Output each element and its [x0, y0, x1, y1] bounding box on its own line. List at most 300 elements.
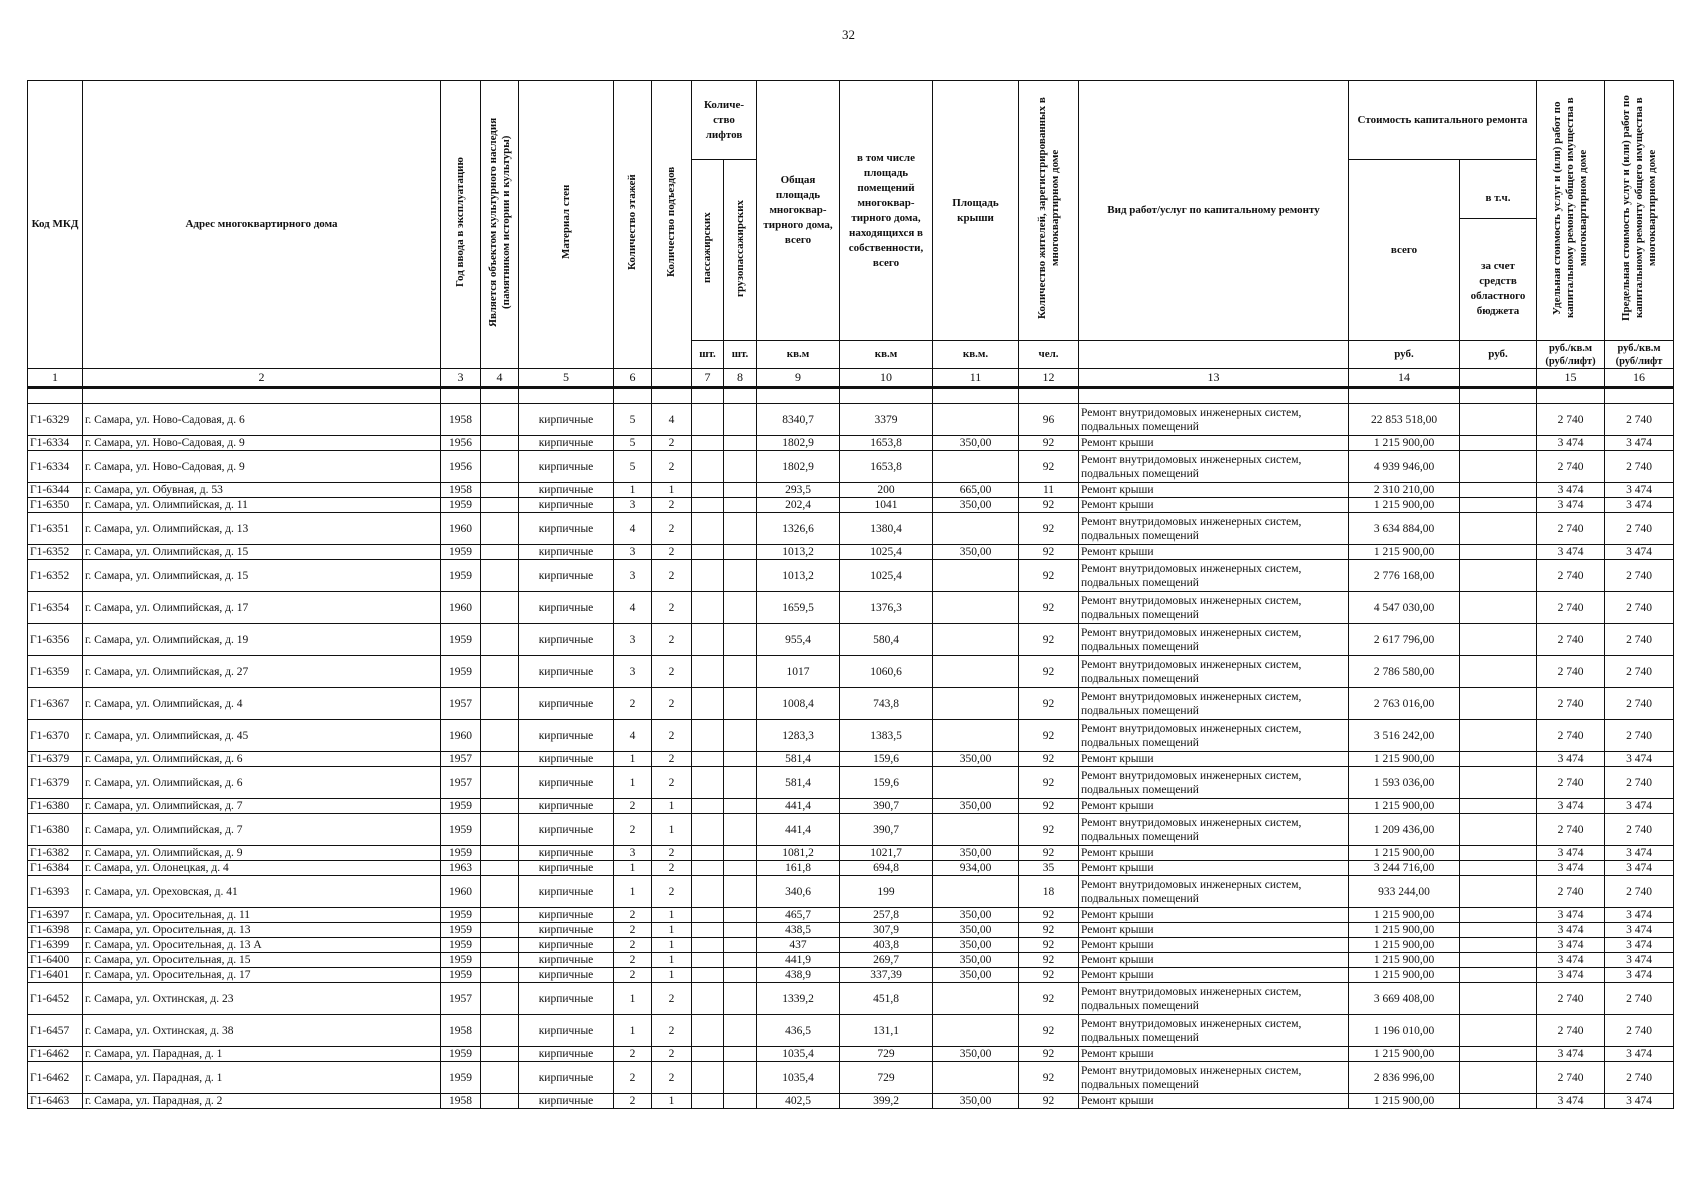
spacer-cell — [724, 388, 757, 404]
unit-cost-total: руб. — [1349, 341, 1460, 369]
cell-cargo-lifts — [724, 624, 757, 656]
cell-work-type: Ремонт внутридомовых инженерных систем, подвальных помещений — [1079, 1062, 1349, 1094]
cell-entrances: 1 — [652, 799, 692, 814]
cell-code: Г1-6380 — [28, 799, 83, 814]
cell-address: г. Самара, ул. Олимпийская, д. 4 — [83, 688, 441, 720]
cell-roof-area: 350,00 — [933, 953, 1019, 968]
table-row — [28, 592, 1674, 624]
table-row — [28, 436, 1674, 451]
cell-unit-cost: 3 474 — [1537, 861, 1605, 876]
cell-owned-area: 1653,8 — [840, 436, 933, 451]
cell-heritage — [481, 720, 519, 752]
cell-max-cost: 2 740 — [1605, 876, 1674, 908]
cell-passenger-lifts — [692, 983, 724, 1015]
cell-address: г. Самара, ул. Парадная, д. 1 — [83, 1062, 441, 1094]
cell-total-area: 581,4 — [757, 752, 840, 767]
cell-owned-area: 1025,4 — [840, 560, 933, 592]
cell-passenger-lifts — [692, 1047, 724, 1062]
cell-owned-area: 269,7 — [840, 953, 933, 968]
header-regional — [1460, 160, 1537, 341]
cell-code: Г1-6397 — [28, 908, 83, 923]
cell-unit-cost: 3 474 — [1537, 908, 1605, 923]
cell-passenger-lifts — [692, 592, 724, 624]
cell-passenger-lifts — [692, 545, 724, 560]
cell-address: г. Самара, ул. Олимпийская, д. 7 — [83, 814, 441, 846]
cell-roof-area: 350,00 — [933, 1094, 1019, 1109]
cell-passenger-lifts — [692, 968, 724, 983]
cell-owned-area: 307,9 — [840, 923, 933, 938]
cell-entrances: 1 — [652, 923, 692, 938]
cell-regional — [1460, 767, 1537, 799]
cell-roof-area — [933, 513, 1019, 545]
cell-total-area: 402,5 — [757, 1094, 840, 1109]
cell-cargo-lifts — [724, 592, 757, 624]
repair-register-table — [27, 80, 1674, 1109]
header-cost-total: всего — [1349, 160, 1460, 341]
cell-cargo-lifts — [724, 545, 757, 560]
cell-owned-area: 1025,4 — [840, 545, 933, 560]
header-max-cost: Предельная стоимость услуг и (или) работ по капитальному ремонту общего имущества в многоквартирном доме — [1619, 95, 1658, 321]
cell-roof-area — [933, 592, 1019, 624]
cell-unit-cost: 2 740 — [1537, 1062, 1605, 1094]
cell-cargo-lifts — [724, 513, 757, 545]
cell-unit-cost: 2 740 — [1537, 451, 1605, 483]
table-row — [28, 404, 1674, 436]
cell-entrances: 1 — [652, 953, 692, 968]
cell-material: кирпичные — [519, 814, 614, 846]
cell-cost-total: 1 215 900,00 — [1349, 545, 1460, 560]
cell-address: г. Самара, ул. Ново-Садовая, д. 9 — [83, 436, 441, 451]
spacer-cell — [692, 388, 724, 404]
cell-floors: 3 — [614, 498, 652, 513]
cell-owned-area: 451,8 — [840, 983, 933, 1015]
cell-material: кирпичные — [519, 861, 614, 876]
cell-regional — [1460, 799, 1537, 814]
cell-code: Г1-6367 — [28, 688, 83, 720]
cell-material: кирпичные — [519, 983, 614, 1015]
cell-floors: 1 — [614, 876, 652, 908]
cell-residents: 92 — [1019, 436, 1079, 451]
cell-heritage — [481, 1094, 519, 1109]
table-row — [28, 767, 1674, 799]
table-row — [28, 799, 1674, 814]
cell-max-cost: 3 474 — [1605, 953, 1674, 968]
cell-work-type: Ремонт внутридомовых инженерных систем, подвальных помещений — [1079, 720, 1349, 752]
cell-floors: 4 — [614, 720, 652, 752]
cell-roof-area — [933, 767, 1019, 799]
cell-heritage — [481, 592, 519, 624]
cell-year: 1958 — [441, 1094, 481, 1109]
cell-roof-area — [933, 720, 1019, 752]
cell-floors: 1 — [614, 767, 652, 799]
cell-address: г. Самара, ул. Охтинская, д. 23 — [83, 983, 441, 1015]
cell-residents: 92 — [1019, 498, 1079, 513]
spacer-cell — [757, 388, 840, 404]
cell-regional — [1460, 1094, 1537, 1109]
cell-floors: 2 — [614, 923, 652, 938]
spacer-cell — [481, 388, 519, 404]
cell-year: 1959 — [441, 968, 481, 983]
cell-floors: 4 — [614, 592, 652, 624]
cell-max-cost: 2 740 — [1605, 624, 1674, 656]
cell-roof-area: 350,00 — [933, 938, 1019, 953]
column-number: 6 — [614, 369, 652, 388]
cell-max-cost: 3 474 — [1605, 968, 1674, 983]
cell-residents: 18 — [1019, 876, 1079, 908]
cell-cargo-lifts — [724, 656, 757, 688]
cell-heritage — [481, 953, 519, 968]
header-entrances: Количество подъездов — [665, 166, 677, 278]
cell-entrances: 2 — [652, 767, 692, 799]
column-number: 9 — [757, 369, 840, 388]
cell-passenger-lifts — [692, 953, 724, 968]
cell-work-type: Ремонт внутридомовых инженерных систем, подвальных помещений — [1079, 983, 1349, 1015]
cell-cost-total: 2 786 580,00 — [1349, 656, 1460, 688]
cell-work-type: Ремонт внутридомовых инженерных систем, подвальных помещений — [1079, 592, 1349, 624]
column-number: 14 — [1349, 369, 1460, 388]
cell-residents: 92 — [1019, 968, 1079, 983]
cell-regional — [1460, 938, 1537, 953]
header-floors: Количество этажей — [626, 174, 638, 270]
cell-heritage — [481, 498, 519, 513]
cell-code: Г1-6462 — [28, 1047, 83, 1062]
cell-cost-total: 1 215 900,00 — [1349, 968, 1460, 983]
cell-heritage — [481, 767, 519, 799]
cell-code: Г1-6352 — [28, 560, 83, 592]
cell-heritage — [481, 846, 519, 861]
cell-cost-total: 3 516 242,00 — [1349, 720, 1460, 752]
cell-heritage — [481, 814, 519, 846]
cell-unit-cost: 2 740 — [1537, 624, 1605, 656]
cell-floors: 2 — [614, 1094, 652, 1109]
cell-owned-area: 1041 — [840, 498, 933, 513]
cell-address: г. Самара, ул. Оросительная, д. 13 — [83, 923, 441, 938]
cell-residents: 92 — [1019, 953, 1079, 968]
cell-total-area: 1802,9 — [757, 436, 840, 451]
cell-work-type: Ремонт крыши — [1079, 846, 1349, 861]
cell-owned-area: 399,2 — [840, 1094, 933, 1109]
cell-heritage — [481, 688, 519, 720]
cell-entrances: 1 — [652, 483, 692, 498]
cell-year: 1958 — [441, 483, 481, 498]
cell-address: г. Самара, ул. Олимпийская, д. 9 — [83, 846, 441, 861]
cell-passenger-lifts — [692, 1015, 724, 1047]
cell-owned-area: 580,4 — [840, 624, 933, 656]
cell-max-cost: 2 740 — [1605, 404, 1674, 436]
spacer-cell — [840, 388, 933, 404]
cell-address: г. Самара, ул. Олонецкая, д. 4 — [83, 861, 441, 876]
cell-address: г. Самара, ул. Олимпийская, д. 45 — [83, 720, 441, 752]
cell-cost-total: 3 634 884,00 — [1349, 513, 1460, 545]
cell-code: Г1-6399 — [28, 938, 83, 953]
cell-cost-total: 1 215 900,00 — [1349, 752, 1460, 767]
cell-passenger-lifts — [692, 938, 724, 953]
cell-passenger-lifts — [692, 451, 724, 483]
cell-roof-area — [933, 451, 1019, 483]
cell-unit-cost: 3 474 — [1537, 1047, 1605, 1062]
cell-passenger-lifts — [692, 656, 724, 688]
cell-entrances: 2 — [652, 688, 692, 720]
cell-year: 1959 — [441, 656, 481, 688]
cell-passenger-lifts — [692, 436, 724, 451]
cell-year: 1958 — [441, 1015, 481, 1047]
unit-residents: чел. — [1019, 341, 1079, 369]
cell-cost-total: 1 215 900,00 — [1349, 1094, 1460, 1109]
cell-work-type: Ремонт внутридомовых инженерных систем, подвальных помещений — [1079, 513, 1349, 545]
cell-total-area: 465,7 — [757, 908, 840, 923]
cell-passenger-lifts — [692, 799, 724, 814]
cell-cost-total: 1 215 900,00 — [1349, 799, 1460, 814]
table-body — [28, 388, 1674, 1109]
cell-cost-total: 1 215 900,00 — [1349, 953, 1460, 968]
cell-residents: 92 — [1019, 1062, 1079, 1094]
cell-code: Г1-6380 — [28, 814, 83, 846]
cell-address: г. Самара, ул. Олимпийская, д. 15 — [83, 560, 441, 592]
cell-roof-area: 350,00 — [933, 436, 1019, 451]
cell-total-area: 438,9 — [757, 968, 840, 983]
cell-total-area: 1035,4 — [757, 1047, 840, 1062]
cell-passenger-lifts — [692, 861, 724, 876]
cell-total-area: 1035,4 — [757, 1062, 840, 1094]
cell-max-cost: 3 474 — [1605, 752, 1674, 767]
cell-roof-area: 350,00 — [933, 1047, 1019, 1062]
spacer-cell — [28, 388, 83, 404]
cell-heritage — [481, 923, 519, 938]
cell-regional — [1460, 498, 1537, 513]
cell-code: Г1-6351 — [28, 513, 83, 545]
spacer-cell — [519, 388, 614, 404]
cell-owned-area: 729 — [840, 1047, 933, 1062]
cell-cargo-lifts — [724, 1062, 757, 1094]
cell-floors: 5 — [614, 436, 652, 451]
cell-passenger-lifts — [692, 923, 724, 938]
cell-unit-cost: 2 740 — [1537, 767, 1605, 799]
cell-work-type: Ремонт крыши — [1079, 968, 1349, 983]
cell-unit-cost: 3 474 — [1537, 846, 1605, 861]
cell-unit-cost: 3 474 — [1537, 436, 1605, 451]
column-number: 11 — [933, 369, 1019, 388]
cell-floors: 2 — [614, 814, 652, 846]
cell-floors: 2 — [614, 1062, 652, 1094]
cell-year: 1959 — [441, 846, 481, 861]
cell-entrances: 2 — [652, 545, 692, 560]
cell-total-area: 438,5 — [757, 923, 840, 938]
cell-unit-cost: 2 740 — [1537, 513, 1605, 545]
cell-unit-cost: 2 740 — [1537, 560, 1605, 592]
cell-entrances: 2 — [652, 656, 692, 688]
cell-regional — [1460, 688, 1537, 720]
cell-residents: 92 — [1019, 938, 1079, 953]
cell-material: кирпичные — [519, 846, 614, 861]
cell-cargo-lifts — [724, 876, 757, 908]
cell-roof-area: 350,00 — [933, 498, 1019, 513]
cell-address: г. Самара, ул. Оросительная, д. 11 — [83, 908, 441, 923]
cell-material: кирпичные — [519, 876, 614, 908]
cell-cost-total: 2 776 168,00 — [1349, 560, 1460, 592]
cell-work-type: Ремонт крыши — [1079, 498, 1349, 513]
cell-heritage — [481, 451, 519, 483]
cell-address: г. Самара, ул. Парадная, д. 2 — [83, 1094, 441, 1109]
cell-max-cost: 3 474 — [1605, 938, 1674, 953]
cell-floors: 1 — [614, 861, 652, 876]
cell-total-area: 581,4 — [757, 767, 840, 799]
cell-owned-area: 743,8 — [840, 688, 933, 720]
cell-owned-area: 1383,5 — [840, 720, 933, 752]
cell-owned-area: 390,7 — [840, 814, 933, 846]
cell-cargo-lifts — [724, 720, 757, 752]
cell-heritage — [481, 752, 519, 767]
cell-floors: 3 — [614, 624, 652, 656]
spacer-cell — [1019, 388, 1079, 404]
cell-unit-cost: 2 740 — [1537, 404, 1605, 436]
cell-unit-cost: 3 474 — [1537, 968, 1605, 983]
table-row — [28, 720, 1674, 752]
cell-total-area: 340,6 — [757, 876, 840, 908]
cell-cost-total: 4 547 030,00 — [1349, 592, 1460, 624]
cell-entrances: 2 — [652, 513, 692, 545]
cell-cargo-lifts — [724, 1047, 757, 1062]
cell-max-cost: 2 740 — [1605, 767, 1674, 799]
column-number: 7 — [692, 369, 724, 388]
cell-unit-cost: 2 740 — [1537, 814, 1605, 846]
cell-floors: 5 — [614, 451, 652, 483]
cell-passenger-lifts — [692, 560, 724, 592]
cell-entrances: 2 — [652, 983, 692, 1015]
cell-address: г. Самара, ул. Олимпийская, д. 11 — [83, 498, 441, 513]
cell-total-area: 1013,2 — [757, 545, 840, 560]
cell-year: 1959 — [441, 560, 481, 592]
cell-passenger-lifts — [692, 767, 724, 799]
cell-heritage — [481, 968, 519, 983]
cell-max-cost: 2 740 — [1605, 1015, 1674, 1047]
cell-entrances: 2 — [652, 451, 692, 483]
cell-entrances: 1 — [652, 938, 692, 953]
cell-cargo-lifts — [724, 908, 757, 923]
cell-total-area: 1283,3 — [757, 720, 840, 752]
table-row — [28, 545, 1674, 560]
column-number: 10 — [840, 369, 933, 388]
cell-work-type: Ремонт крыши — [1079, 752, 1349, 767]
cell-residents: 92 — [1019, 624, 1079, 656]
cell-year: 1959 — [441, 799, 481, 814]
cell-code: Г1-6334 — [28, 436, 83, 451]
unit-cargo: шт. — [724, 341, 757, 369]
cell-residents: 92 — [1019, 1015, 1079, 1047]
header-residents: Количество жителей, зарегистрированных в многоквартирном доме — [1035, 97, 1061, 319]
cell-address: г. Самара, ул. Охтинская, д. 38 — [83, 1015, 441, 1047]
cell-max-cost: 2 740 — [1605, 983, 1674, 1015]
cell-residents: 96 — [1019, 404, 1079, 436]
unit-owned-area: кв.м — [840, 341, 933, 369]
cell-unit-cost: 3 474 — [1537, 483, 1605, 498]
cell-cost-total: 1 215 900,00 — [1349, 938, 1460, 953]
cell-residents: 92 — [1019, 513, 1079, 545]
cell-address: г. Самара, ул. Ново-Садовая, д. 6 — [83, 404, 441, 436]
cell-entrances: 2 — [652, 1047, 692, 1062]
cell-max-cost: 2 740 — [1605, 814, 1674, 846]
spacer-cell — [614, 388, 652, 404]
header-work-type: Вид работ/услуг по капитальному ремонту — [1079, 81, 1349, 341]
cell-heritage — [481, 1062, 519, 1094]
cell-material: кирпичные — [519, 483, 614, 498]
cell-max-cost: 3 474 — [1605, 861, 1674, 876]
cell-material: кирпичные — [519, 560, 614, 592]
table-row — [28, 688, 1674, 720]
table-row — [28, 923, 1674, 938]
cell-regional — [1460, 404, 1537, 436]
table-row — [28, 968, 1674, 983]
cell-work-type: Ремонт крыши — [1079, 483, 1349, 498]
cell-floors: 2 — [614, 688, 652, 720]
cell-max-cost: 3 474 — [1605, 923, 1674, 938]
column-number — [1460, 369, 1537, 388]
column-number: 4 — [481, 369, 519, 388]
cell-year: 1959 — [441, 545, 481, 560]
cell-code: Г1-6354 — [28, 592, 83, 624]
cell-passenger-lifts — [692, 908, 724, 923]
column-number: 16 — [1605, 369, 1674, 388]
cell-work-type: Ремонт крыши — [1079, 953, 1349, 968]
cell-entrances: 2 — [652, 876, 692, 908]
spacer-cell — [933, 388, 1019, 404]
cell-work-type: Ремонт внутридомовых инженерных систем, подвальных помещений — [1079, 814, 1349, 846]
cell-work-type: Ремонт крыши — [1079, 1047, 1349, 1062]
cell-heritage — [481, 1047, 519, 1062]
cell-owned-area: 729 — [840, 1062, 933, 1094]
cell-entrances: 2 — [652, 1062, 692, 1094]
cell-work-type: Ремонт внутридомовых инженерных систем, подвальных помещений — [1079, 688, 1349, 720]
table-row — [28, 451, 1674, 483]
cell-roof-area — [933, 688, 1019, 720]
cell-residents: 92 — [1019, 1047, 1079, 1062]
table-row — [28, 656, 1674, 688]
cell-regional — [1460, 1062, 1537, 1094]
cell-unit-cost: 2 740 — [1537, 720, 1605, 752]
cell-year: 1956 — [441, 436, 481, 451]
cell-work-type: Ремонт крыши — [1079, 436, 1349, 451]
cell-cargo-lifts — [724, 560, 757, 592]
cell-entrances: 2 — [652, 560, 692, 592]
page-number: 32 — [842, 27, 855, 42]
cell-cargo-lifts — [724, 436, 757, 451]
cell-heritage — [481, 545, 519, 560]
unit-regional: руб. — [1460, 341, 1537, 369]
cell-address: г. Самара, ул. Оросительная, д. 17 — [83, 968, 441, 983]
cell-total-area: 441,4 — [757, 814, 840, 846]
cell-regional — [1460, 923, 1537, 938]
table-row — [28, 938, 1674, 953]
cell-year: 1959 — [441, 498, 481, 513]
spacer-cell — [83, 388, 441, 404]
cell-heritage — [481, 799, 519, 814]
spacer-cell — [441, 388, 481, 404]
cell-code: Г1-6359 — [28, 656, 83, 688]
cell-regional — [1460, 908, 1537, 923]
unit-unit-cost: руб./кв.м (руб/лифт) — [1537, 341, 1605, 369]
cell-regional — [1460, 968, 1537, 983]
cell-address: г. Самара, ул. Олимпийская, д. 6 — [83, 767, 441, 799]
cell-residents: 92 — [1019, 720, 1079, 752]
cell-passenger-lifts — [692, 404, 724, 436]
table-row — [28, 483, 1674, 498]
cell-cost-total: 1 215 900,00 — [1349, 498, 1460, 513]
cell-work-type: Ремонт внутридомовых инженерных систем, подвальных помещений — [1079, 451, 1349, 483]
cell-roof-area: 934,00 — [933, 861, 1019, 876]
table-row — [28, 1047, 1674, 1062]
cell-code: Г1-6463 — [28, 1094, 83, 1109]
cell-entrances: 2 — [652, 436, 692, 451]
cell-regional — [1460, 752, 1537, 767]
